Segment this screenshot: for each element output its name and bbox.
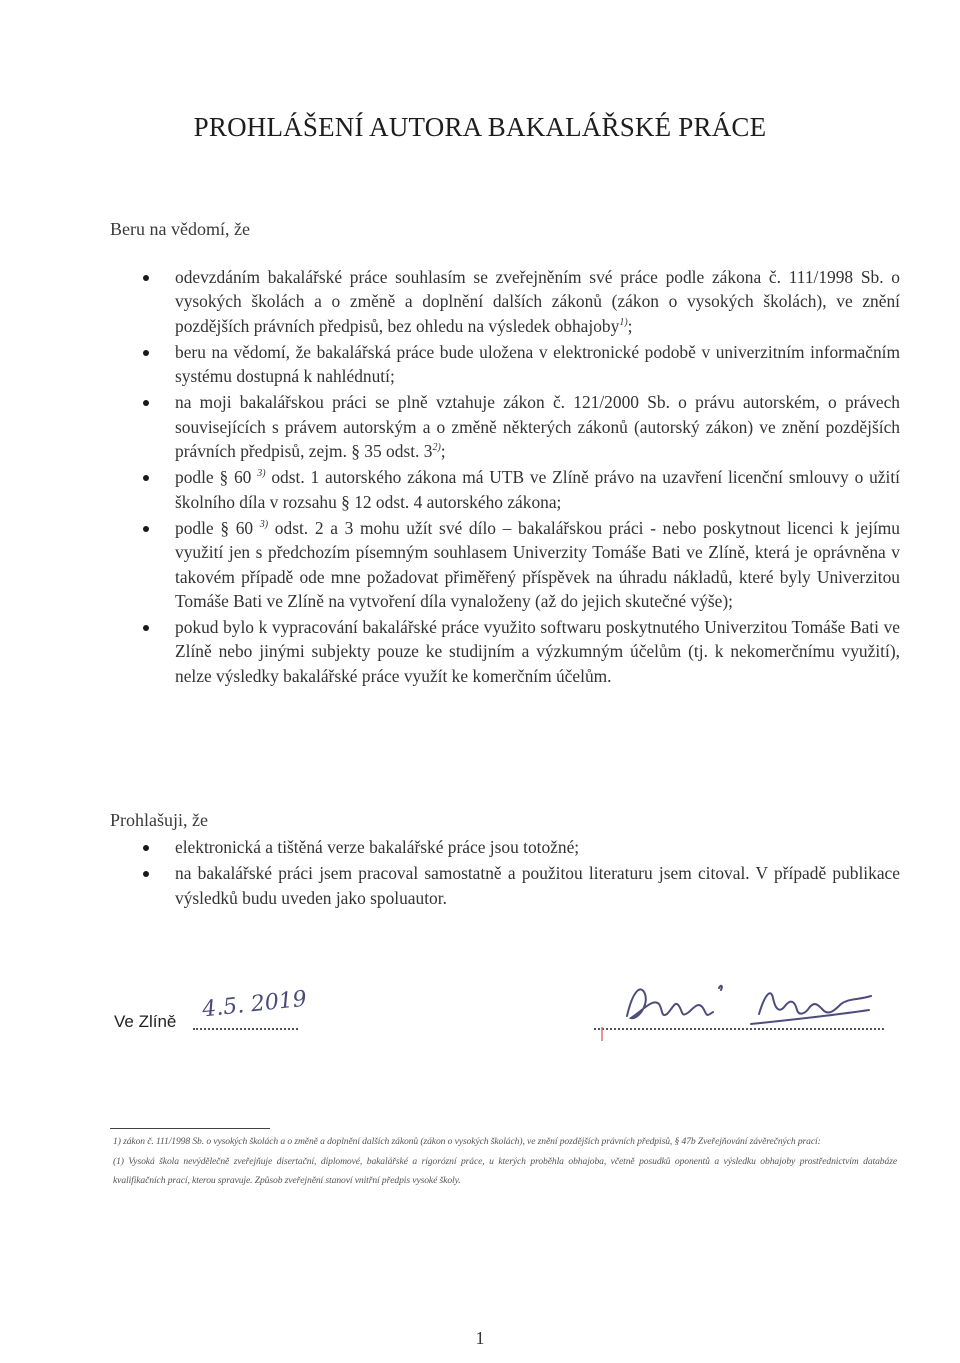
list-item-text: na moji bakalářskou práci se plně vztahuje zákon č. 121/2000 Sb. o právu autorském, o právech souvisejících s právem autorským a o změně některých zákonů (autorský zákon) ve znění pozdějších právních předpisů, zejm. § 35 odst. 3 [175, 392, 900, 462]
list-item-text: odevzdáním bakalářské práce souhlasím se zveřejněním své práce podle zákona č. 111/1998 Sb. o vysokých školách a o změně a doplnění dalších zákonů (zákon o vysokých školách), ve znění pozdějších právních předpisů, bez ohledu na výsledek obhajoby [175, 267, 900, 336]
page-number: 1 [475, 1328, 485, 1348]
footnote-ref: 3) [257, 468, 266, 480]
list-item-text-cont: odst. 1 autorského zákona má UTB ve Zlíně právo na uzavření licenční smlouvy o užití školního díla v rozsahu § 12 odst. 4 autorského zákona; [175, 467, 900, 512]
list-item-text: beru na vědomí, že bakalářská práce bude uložena v elektronické podobě v univerzitním informačním systému dostupná k nahlédnutí; [175, 341, 900, 387]
section1-list [140, 265, 900, 690]
list-item-text-cont: ; [627, 315, 633, 336]
section2-lead: Prohlašuji, že [110, 810, 208, 830]
place-label: Ve Zlíně [114, 1012, 177, 1031]
list-item-text-cont: ; [440, 441, 446, 462]
date-dotted-line [193, 1028, 298, 1030]
red-mark [601, 1027, 603, 1041]
list-item [140, 465, 900, 514]
footnotes [113, 1132, 897, 1191]
list-item [140, 340, 900, 389]
footnote-ref: 3) [259, 519, 269, 531]
list-item [140, 615, 900, 688]
list-item [140, 861, 900, 910]
list-item-text: pokud bylo k vypracování bakalářské práce využito softwaru poskytnutého Univerzitou Tomáše Bati ve Zlíně nebo jinými subjekty pouze ke studijním a výzkumným účelům (tj. k nekomerčnímu využití), nelze výsledky bakalářské práce využít ke komerčním účelům. [175, 617, 900, 686]
page-title: PROHLÁŠENÍ AUTORA BAKALÁŘSKÉ PRÁCE [193, 112, 767, 142]
list-item-text: na bakalářské práci jsem pracoval samostatně a použitou literaturu jsem citoval. V případě publikace výsledků budu uveden jako spoluautor. [175, 863, 900, 908]
section2-list [140, 835, 900, 912]
list-item-text-cont: odst. 2 a 3 mohu užít své dílo – bakalářskou práci - nebo poskytnout licenci k jejímu využití jen s předchozím písemným souhlasem Univerzity Tomáše Bati ve Zlíně, která je oprávněna v takovém případě ode mne požadovat přiměřený příspěvek na úhradu nákladů, které byly Univerzitou Tomáše Bati ve Zlíně na vytvoření díla vynaloženy (až do jejich skutečné výše); [175, 517, 900, 611]
list-item-text: elektronická a tištěná verze bakalářské práce jsou totožné; [175, 837, 580, 857]
list-item [140, 516, 900, 613]
handwritten-signature [619, 980, 879, 1032]
footnote-ref: 1) [619, 316, 628, 328]
list-item-text: podle § 60 [175, 517, 260, 538]
section1-lead: Beru na vědomí, že [110, 219, 250, 239]
list-item [140, 835, 900, 859]
footnote-ref: 2) [432, 442, 441, 454]
footnote-text: 1) zákon č. 111/1998 Sb. o vysokých školách a o změně a doplnění dalších zákonů (zákon o vysokých školách), ve znění pozdějších právních předpisů, § 47b Zveřejňování závěrečných prací: [113, 1136, 821, 1147]
list-item [140, 265, 900, 338]
handwritten-date: 4.5. 2019 [200, 986, 308, 1023]
list-item [140, 390, 900, 463]
list-item-text: podle § 60 [175, 467, 258, 488]
footnote-text: (1) Vysoká škola nevýdělečně zveřejňuje disertační, diplomové, bakalářské a rigorózní práce, u kterých proběhla obhajoba, včetně posudků oponentů a výsledku obhajoby prostřednictvím databáze kvalifikačních prací, kterou spravuje. Způsob zveřejnění stanoví vnitřní předpis vysoké školy. [113, 1155, 897, 1186]
signature-line [114, 986, 914, 1040]
footnote-separator [110, 1128, 270, 1129]
